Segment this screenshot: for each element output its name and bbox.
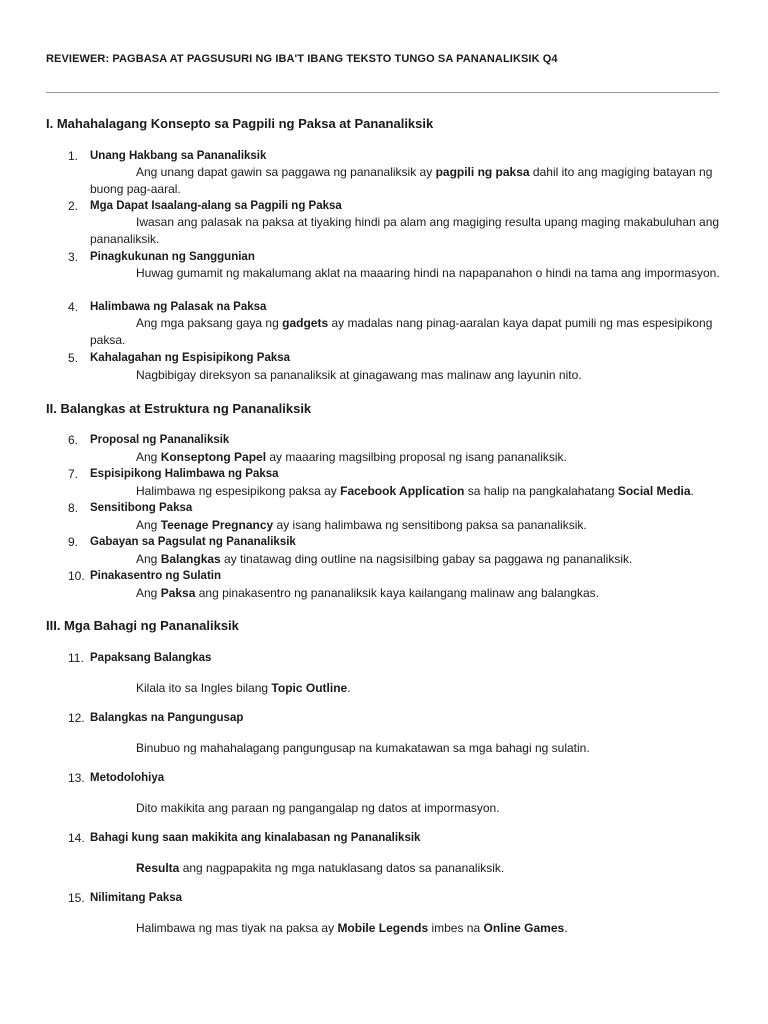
item-term: Kahalagahan ng Espisipikong Paksa [90,352,291,364]
description-text: imbes na [428,921,484,935]
item-description [90,551,722,568]
item-number: 10. [68,569,85,583]
emphasized-term: Teenage Pregnancy [160,518,274,532]
item-number: 5. [68,351,79,365]
description-text: Halimbawa ng espesipikong paksa ay [136,484,341,498]
description-text: ay isang halimbawa ng sensitibong paksa sa pananaliksik. [273,518,587,532]
emphasized-term: gadgets [282,316,329,330]
item-number: 12. [68,711,85,725]
emphasized-term: Paksa [160,586,196,600]
item-description [90,517,722,534]
description-text: Huwag gumamit ng makalumang aklat na maaaring hindi na napapanahon o hindi na tama ang impormasyon. [136,266,720,280]
item-term: Metodolohiya [90,772,165,784]
description-text: ay madalas nang pinag-aaralan kaya dapat pumili ng mas espesipikong paksa. [90,316,713,347]
emphasized-term: Online Games [483,921,565,935]
item-number: 3. [68,250,79,264]
description-text: Ang [136,552,161,566]
description-text: Ang unang dapat gawin sa paggawa ng pananaliksik ay [136,165,436,179]
item-term: Unang Hakbang sa Pananaliksik [90,150,267,162]
item-description [90,315,722,349]
title-divider [46,92,719,93]
description-text: Iwasan ang palasak na paksa at tiyaking hindi pa alam ang magiging resulta upang maging makabuluhan ang pananaliksik. [90,215,720,246]
item-description [90,740,722,757]
item-description [90,367,722,384]
item-number: 2. [68,199,79,213]
description-text: . [690,484,694,498]
section-heading-3: III. Mga Bahagi ng Pananaliksik [46,618,239,633]
description-text: . [347,681,351,695]
description-text: . [564,921,568,935]
item-description [90,585,722,602]
description-text: ang pinakasentro ng pananaliksik kaya kailangang malinaw ang balangkas. [195,586,599,600]
emphasized-term: Balangkas [160,552,221,566]
description-text: sa halip na pangkalahatang [464,484,618,498]
item-description [90,920,722,937]
item-number: 4. [68,300,79,314]
item-description [90,860,722,877]
item-description [90,483,722,500]
emphasized-term: pagpili ng paksa [435,165,530,179]
item-term: Sensitibong Paksa [90,502,193,514]
description-text: Halimbawa ng mas tiyak na paksa ay [136,921,338,935]
description-text: dahil ito ang magiging batayan ng buong pag-aaral. [90,165,713,196]
item-number: 7. [68,467,79,481]
description-text: ay tinatawag ding outline na nagsisilbing gabay sa paggawa ng pananaliksik. [220,552,633,566]
emphasized-term: Konseptong Papel [160,450,267,464]
description-text: Nagbibigay direksyon sa pananaliksik at ginagawang mas malinaw ang layunin nito. [136,368,582,382]
item-description [90,680,722,697]
description-text: Ang mga paksang gaya ng [136,316,283,330]
emphasized-term: Social Media [617,484,691,498]
item-number: 1. [68,149,79,163]
item-term: Bahagi kung saan makikita ang kinalabasan ng Pananaliksik [90,832,421,844]
section-heading-2: II. Balangkas at Estruktura ng Pananaliksik [46,401,312,416]
description-text: Ang [136,450,161,464]
item-number: 8. [68,501,79,515]
item-description [90,164,722,198]
emphasized-term: Resulta [136,861,180,875]
item-number: 13. [68,771,85,785]
item-term: Balangkas na Pangungusap [90,712,244,724]
item-term: Papaksang Balangkas [90,652,212,664]
description-text: Dito makikita ang paraan ng pangangalap ng datos at impormasyon. [136,801,500,815]
item-term: Gabayan sa Pagsulat ng Pananaliksik [90,536,296,548]
item-term: Nilimitang Paksa [90,892,183,904]
description-text: ang nagpapakita ng mga natuklasang datos sa pananaliksik. [179,861,505,875]
item-term: Pinagkukunan ng Sanggunian [90,251,255,263]
item-description [90,214,722,248]
section-heading-1: I. Mahahalagang Konsepto sa Pagpili ng Paksa at Pananaliksik [46,116,434,131]
emphasized-term: Topic Outline [271,681,348,695]
item-term: Mga Dapat Isaalang-alang sa Pagpili ng Paksa [90,200,342,212]
emphasized-term: Mobile Legends [337,921,429,935]
item-term: Espisipikong Halimbawa ng Paksa [90,468,279,480]
description-text: Ang [136,586,161,600]
item-number: 9. [68,535,79,549]
item-number: 6. [68,433,79,447]
item-description [90,265,722,282]
description-text: Ang [136,518,161,532]
item-term: Halimbawa ng Palasak na Paksa [90,301,267,313]
item-description [90,800,722,817]
description-text: Binubuo ng mahahalagang pangungusap na kumakatawan sa mga bahagi ng sulatin. [136,741,590,755]
item-number: 11. [68,651,84,665]
item-term: Proposal ng Pananaliksik [90,434,230,446]
document-title: REVIEWER: PAGBASA AT PAGSUSURI NG IBA'T IBANG TEKSTO TUNGO SA PANANALIKSIK Q4 [46,53,558,65]
emphasized-term: Facebook Application [340,484,465,498]
item-number: 14. [68,831,85,845]
description-text: ay maaaring magsilbing proposal ng isang pananaliksik. [266,450,567,464]
description-text: Kilala ito sa Ingles bilang [136,681,272,695]
item-term: Pinakasentro ng Sulatin [90,570,221,582]
item-number: 15. [68,891,85,905]
item-description [90,449,722,466]
